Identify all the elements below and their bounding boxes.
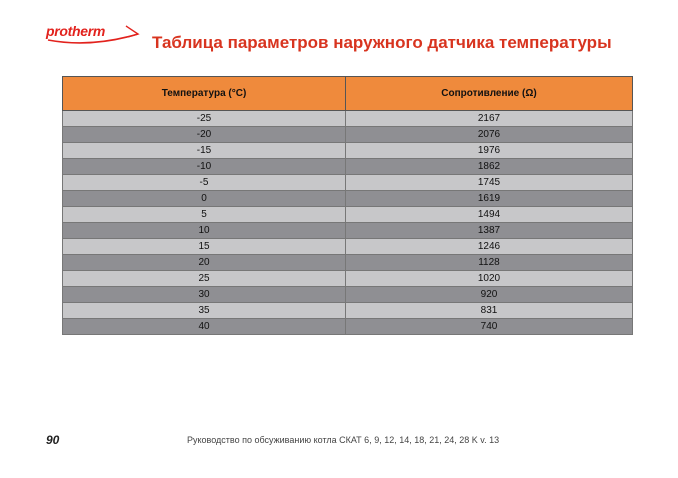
resistance-cell: 1246: [346, 239, 633, 255]
table-row: [63, 159, 633, 175]
resistance-cell: 831: [346, 303, 633, 319]
temperature-cell: 40: [63, 319, 346, 335]
resistance-cell: 1020: [346, 271, 633, 287]
resistance-cell: 920: [346, 287, 633, 303]
table-row: [63, 127, 633, 143]
column-header-temperature: Температура (°C): [63, 77, 346, 111]
resistance-cell: 1745: [346, 175, 633, 191]
temperature-cell: -5: [63, 175, 346, 191]
temperature-cell: 25: [63, 271, 346, 287]
table-row: [63, 111, 633, 127]
table-row: [63, 287, 633, 303]
resistance-cell: 2076: [346, 127, 633, 143]
resistance-cell: 2167: [346, 111, 633, 127]
temperature-cell: 30: [63, 287, 346, 303]
temperature-cell: 0: [63, 191, 346, 207]
column-header-resistance: Сопротивление (Ω): [346, 77, 633, 111]
temperature-cell: 15: [63, 239, 346, 255]
table-row: [63, 175, 633, 191]
table-row: [63, 271, 633, 287]
table-row: [63, 239, 633, 255]
table-row: [63, 303, 633, 319]
temperature-cell: -10: [63, 159, 346, 175]
table-header-row: [63, 77, 633, 111]
table-body: [63, 111, 633, 335]
sensor-parameters-table: [62, 76, 633, 335]
table-row: [63, 143, 633, 159]
temperature-cell: -20: [63, 127, 346, 143]
footer-text: Руководство по обсуживанию котла СКАТ 6, 9, 12, 14, 18, 21, 24, 28 K v. 13: [187, 435, 500, 445]
table-row: [63, 223, 633, 239]
page-number: 90: [46, 433, 60, 447]
temperature-cell: -15: [63, 143, 346, 159]
protherm-logo: [46, 21, 141, 47]
temperature-cell: 20: [63, 255, 346, 271]
temperature-cell: -25: [63, 111, 346, 127]
resistance-cell: 1494: [346, 207, 633, 223]
resistance-cell: 1619: [346, 191, 633, 207]
table-row: [63, 255, 633, 271]
resistance-cell: 1976: [346, 143, 633, 159]
resistance-cell: 1387: [346, 223, 633, 239]
temperature-cell: 5: [63, 207, 346, 223]
page-title: Таблица параметров наружного датчика температуры: [152, 33, 612, 52]
temperature-cell: 10: [63, 223, 346, 239]
table-row: [63, 319, 633, 335]
resistance-cell: 1128: [346, 255, 633, 271]
table-row: [63, 191, 633, 207]
resistance-cell: 1862: [346, 159, 633, 175]
table-row: [63, 207, 633, 223]
temperature-cell: 35: [63, 303, 346, 319]
logo-text: protherm: [46, 23, 106, 39]
resistance-cell: 740: [346, 319, 633, 335]
